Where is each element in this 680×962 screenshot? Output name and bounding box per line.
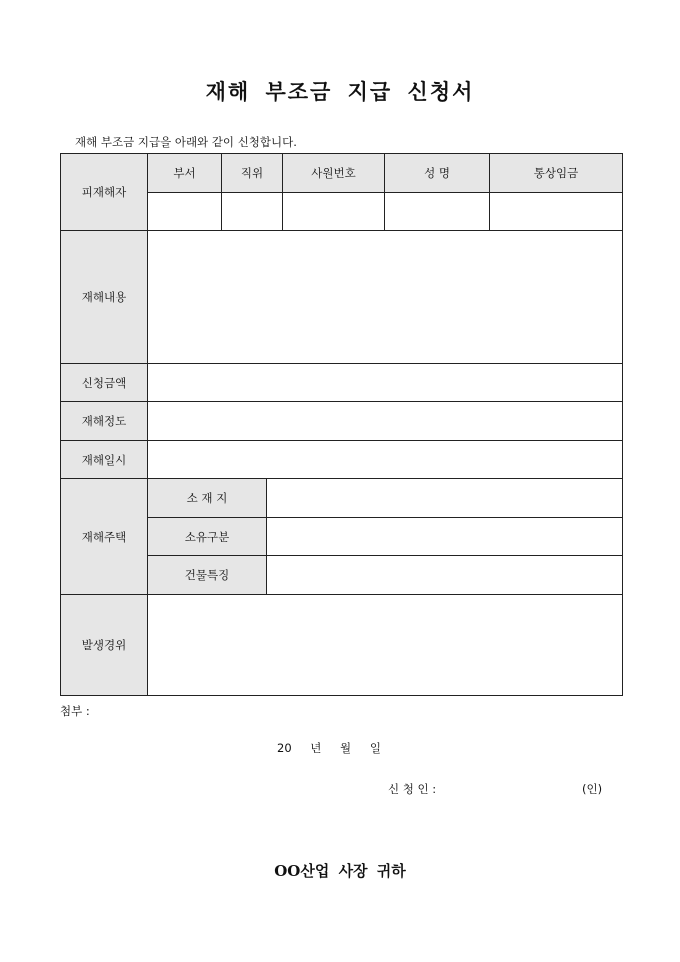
request-amount-field[interactable]: [148, 364, 623, 402]
victim-col-employee-number: 사원번호: [283, 154, 385, 193]
house-features-field[interactable]: [267, 556, 623, 595]
attachment-line: [60, 703, 90, 719]
occurrence-label: 발생경위: [61, 595, 148, 696]
seal-mark: (인): [582, 782, 603, 796]
victim-label: 피재해자: [61, 154, 148, 231]
date-line: 20 년 월 일: [277, 741, 381, 755]
victim-col-salary: 통상임금: [490, 154, 623, 193]
victim-name-field[interactable]: [385, 193, 490, 231]
disaster-content-label: 재해내용: [61, 231, 148, 364]
disaster-degree-field[interactable]: [148, 402, 623, 441]
victim-employee-number-field[interactable]: [283, 193, 385, 231]
applicant-label: 신 청 인 :: [388, 782, 437, 796]
request-amount-label: 신청금액: [61, 364, 148, 402]
victim-position-field[interactable]: [222, 193, 283, 231]
disaster-content-field[interactable]: [148, 231, 623, 364]
victim-col-department: 부서: [148, 154, 222, 193]
house-location-label: 소 재 지: [148, 479, 267, 518]
victim-col-position: 직위: [222, 154, 283, 193]
applicant-line: [388, 781, 436, 797]
intro-text: 재해 부조금 지급을 아래와 같이 신청합니다.: [75, 135, 297, 149]
application-form: [60, 153, 623, 696]
victim-department-field[interactable]: [148, 193, 222, 231]
victim-salary-field[interactable]: [490, 193, 623, 231]
document-title: 재해 부조금 지급 신청서: [205, 79, 475, 104]
house-features-label: 건물특징: [148, 556, 267, 595]
house-ownership-label: 소유구분: [148, 518, 267, 556]
disaster-house-label: 재해주택: [61, 479, 148, 595]
house-ownership-field[interactable]: [267, 518, 623, 556]
victim-col-name: 성 명: [385, 154, 490, 193]
addressee: OO산업 사장 귀하: [274, 862, 406, 880]
disaster-datetime-label: 재해일시: [61, 441, 148, 479]
attachment-label: 첨부 :: [60, 704, 90, 718]
disaster-datetime-field[interactable]: [148, 441, 623, 479]
occurrence-field[interactable]: [148, 595, 623, 696]
disaster-degree-label: 재해정도: [61, 402, 148, 441]
house-location-field[interactable]: [267, 479, 623, 518]
